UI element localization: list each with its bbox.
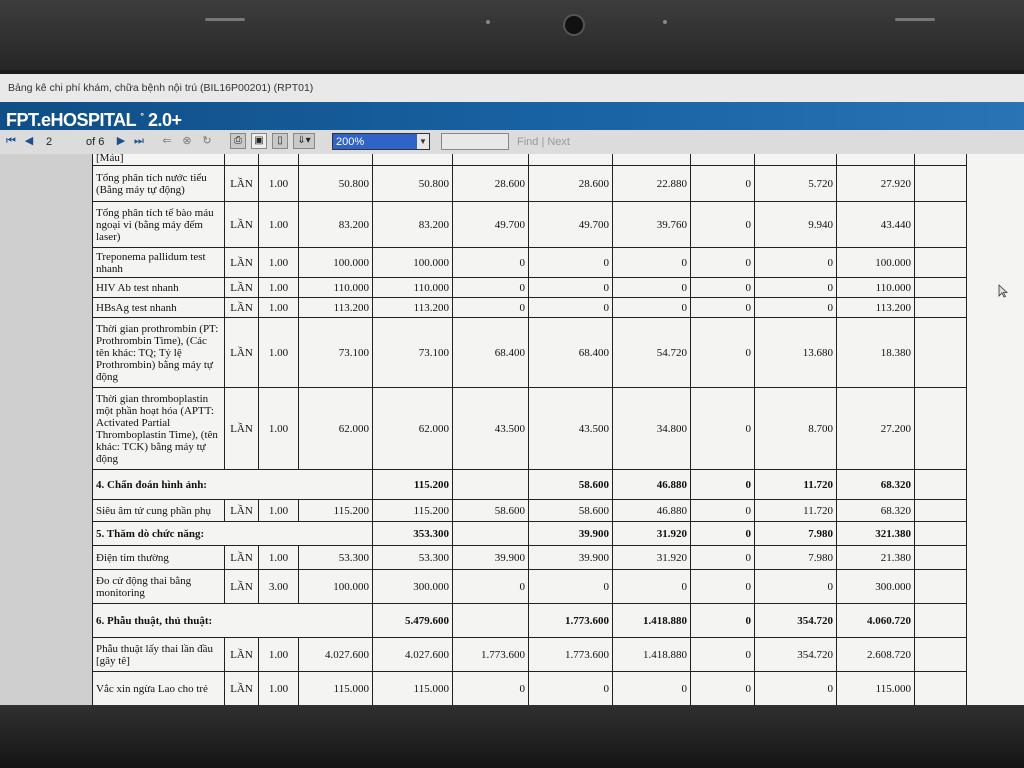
cell-c7: 0	[755, 278, 837, 298]
item-qty: 1.00	[259, 318, 299, 388]
cell-c8: 68.320	[837, 470, 915, 500]
cell-c2: 110.000	[373, 278, 453, 298]
cell-c3: 0	[453, 570, 529, 604]
item-name: Vắc xin ngừa Lao cho trẻ	[93, 672, 225, 706]
item-qty: 1.00	[259, 388, 299, 470]
laptop-bezel-bottom	[0, 705, 1024, 768]
cell-c8: 27.920	[837, 166, 915, 202]
item-unit: LẦN	[225, 638, 259, 672]
cell-c6: 0	[691, 388, 755, 470]
item-qty: 1.00	[259, 672, 299, 706]
item-name: [Máu]	[93, 154, 225, 166]
item-unit: LẦN	[225, 570, 259, 604]
cell-c1	[299, 154, 373, 166]
empty-cell	[915, 202, 967, 248]
cell-c6: 0	[691, 248, 755, 278]
cell-c1: 115.000	[299, 672, 373, 706]
export-icon[interactable]: ⇓▾	[293, 133, 315, 149]
cell-c8: 110.000	[837, 278, 915, 298]
item-name: Thời gian thromboplastin một phần hoạt hóa (APTT: Activated Partial Thromboplastin Time), (tên khác: TCK) bằng máy tự động	[93, 388, 225, 470]
empty-cell	[915, 166, 967, 202]
cell-c4: 28.600	[529, 166, 613, 202]
cell-c1: 62.000	[299, 388, 373, 470]
cell-c3: 28.600	[453, 166, 529, 202]
cell-c7: 0	[755, 248, 837, 278]
cell-c4: 0	[529, 570, 613, 604]
cell-c5: 0	[613, 570, 691, 604]
item-qty: 1.00	[259, 166, 299, 202]
empty-cell	[915, 604, 967, 638]
item-name: Siêu âm tử cung phần phụ	[93, 500, 225, 522]
cell-c2: 300.000	[373, 570, 453, 604]
cell-c6: 0	[691, 166, 755, 202]
cell-c4: 0	[529, 278, 613, 298]
cell-c7: 9.940	[755, 202, 837, 248]
brand-name: FPT.eHOSPITAL	[6, 110, 136, 130]
cell-c5: 34.800	[613, 388, 691, 470]
laptop-bezel-top	[0, 0, 1024, 70]
cell-c2: 62.000	[373, 388, 453, 470]
find-input[interactable]	[441, 133, 509, 150]
zoom-value: 200%	[336, 136, 365, 148]
cell-c4: 1.773.600	[529, 638, 613, 672]
table-row	[93, 672, 967, 706]
cell-c3: 49.700	[453, 202, 529, 248]
cell-c2: 50.800	[373, 166, 453, 202]
cell-c1: 73.100	[299, 318, 373, 388]
page-count: of 6	[86, 136, 105, 148]
item-unit: LẦN	[225, 248, 259, 278]
cell-c1: 50.800	[299, 166, 373, 202]
cell-c6: 0	[691, 604, 755, 638]
cell-c1: 83.200	[299, 202, 373, 248]
cell-c3: 1.773.600	[453, 638, 529, 672]
webcam-icon	[563, 14, 585, 36]
first-page-icon[interactable]: ⏮	[6, 135, 16, 147]
cell-c6: 0	[691, 672, 755, 706]
cell-c3: 58.600	[453, 500, 529, 522]
cell-c6: 0	[691, 500, 755, 522]
cell-c1: 100.000	[299, 248, 373, 278]
cell-c6: 0	[691, 638, 755, 672]
cell-c8: 321.380	[837, 522, 915, 546]
cell-c5: 1.418.880	[613, 604, 691, 638]
section-row	[93, 604, 967, 638]
cell-c8	[837, 154, 915, 166]
section-title: 6. Phẫu thuật, thủ thuật:	[93, 604, 373, 638]
bezel-dot	[486, 20, 490, 24]
cell-c7: 11.720	[755, 470, 837, 500]
table-row	[93, 500, 967, 522]
cell-c6: 0	[691, 522, 755, 546]
cell-c5: 0	[613, 298, 691, 318]
cell-c3: 0	[453, 278, 529, 298]
cell-c7: 354.720	[755, 604, 837, 638]
cell-c4: 68.400	[529, 318, 613, 388]
item-name: Điện tim thường	[93, 546, 225, 570]
cell-c4: 43.500	[529, 388, 613, 470]
cell-c3: 39.900	[453, 546, 529, 570]
cell-c5: 46.880	[613, 500, 691, 522]
back-icon[interactable]: ⇐	[162, 135, 172, 147]
cell-c2: 83.200	[373, 202, 453, 248]
cell-c3	[453, 154, 529, 166]
item-unit: LẦN	[225, 388, 259, 470]
empty-cell	[915, 500, 967, 522]
cell-c6: 0	[691, 298, 755, 318]
print-icon[interactable]: ⎙	[230, 133, 246, 149]
cell-c5: 0	[613, 248, 691, 278]
window-title: Bảng kê chi phí khám, chữa bệnh nội trú (BIL16P00201) (RPT01)	[0, 74, 1024, 102]
cell-c8: 300.000	[837, 570, 915, 604]
cell-total: 5.479.600	[373, 604, 453, 638]
item-qty: 1.00	[259, 500, 299, 522]
cell-c2	[373, 154, 453, 166]
empty-cell	[915, 570, 967, 604]
table-row	[93, 298, 967, 318]
cell-c5: 54.720	[613, 318, 691, 388]
table-row	[93, 166, 967, 202]
cell-c8: 2.608.720	[837, 638, 915, 672]
item-name: Đo cử động thai bằng monitoring	[93, 570, 225, 604]
cell-c1: 110.000	[299, 278, 373, 298]
cell-c6: 0	[691, 278, 755, 298]
chevron-down-icon[interactable]: ▼	[417, 134, 429, 149]
refresh-icon[interactable]: ↻	[202, 135, 212, 147]
cell-c7: 13.680	[755, 318, 837, 388]
section-title: 5. Thăm dò chức năng:	[93, 522, 373, 546]
empty-cell	[453, 604, 529, 638]
item-unit: LẦN	[225, 278, 259, 298]
bezel-dot	[663, 20, 667, 24]
item-name: Phẫu thuật lấy thai lần đầu [gây tê]	[93, 638, 225, 672]
cell-c5: 31.920	[613, 546, 691, 570]
cell-c4	[529, 154, 613, 166]
item-name: Tổng phân tích nước tiểu (Bằng máy tự động)	[93, 166, 225, 202]
report-page[interactable]	[92, 154, 1024, 706]
cell-c8: 43.440	[837, 202, 915, 248]
cell-c4: 58.600	[529, 470, 613, 500]
cell-c1: 4.027.600	[299, 638, 373, 672]
cell-c5: 0	[613, 672, 691, 706]
cell-c4: 0	[529, 248, 613, 278]
item-qty: 1.00	[259, 638, 299, 672]
prev-page-icon[interactable]: ◀	[24, 135, 34, 147]
empty-cell	[915, 638, 967, 672]
cell-c8: 21.380	[837, 546, 915, 570]
page-setup-icon[interactable]: ▯	[272, 133, 288, 149]
empty-cell	[915, 672, 967, 706]
cell-c1: 53.300	[299, 546, 373, 570]
cell-c3: 68.400	[453, 318, 529, 388]
empty-cell	[915, 154, 967, 166]
empty-cell	[453, 522, 529, 546]
cell-c3: 0	[453, 672, 529, 706]
cell-c5: 39.760	[613, 202, 691, 248]
item-qty: 1.00	[259, 546, 299, 570]
zoom-select[interactable]	[332, 133, 430, 150]
last-page-icon[interactable]: ⏭	[134, 135, 144, 147]
empty-cell	[915, 298, 967, 318]
cell-c4: 0	[529, 298, 613, 318]
section-row	[93, 522, 967, 546]
table-row	[93, 388, 967, 470]
item-unit: LẦN	[225, 500, 259, 522]
table-row	[93, 546, 967, 570]
brand-version: 2.0+	[148, 110, 182, 130]
cell-c7: 0	[755, 570, 837, 604]
item-qty: 3.00	[259, 570, 299, 604]
table-row	[93, 570, 967, 604]
stop-icon[interactable]: ⊗	[182, 135, 192, 147]
cell-c7	[755, 154, 837, 166]
cell-c7: 5.720	[755, 166, 837, 202]
cell-c6: 0	[691, 546, 755, 570]
item-qty: 1.00	[259, 248, 299, 278]
cell-c7: 8.700	[755, 388, 837, 470]
cost-table	[92, 154, 967, 706]
cell-c2: 4.027.600	[373, 638, 453, 672]
item-unit: LẦN	[225, 298, 259, 318]
cell-c8: 115.000	[837, 672, 915, 706]
cell-c4: 1.773.600	[529, 604, 613, 638]
empty-cell	[915, 278, 967, 298]
item-name: HIV Ab test nhanh	[93, 278, 225, 298]
mouse-cursor-icon	[998, 284, 1008, 298]
item-unit	[225, 154, 259, 166]
empty-cell	[915, 318, 967, 388]
cell-c8: 100.000	[837, 248, 915, 278]
cell-c2: 115.000	[373, 672, 453, 706]
item-name: HBsAg test nhanh	[93, 298, 225, 318]
table-row	[93, 248, 967, 278]
table-row	[93, 202, 967, 248]
report-toolbar	[0, 130, 1024, 155]
item-qty: 1.00	[259, 278, 299, 298]
cell-c8: 27.200	[837, 388, 915, 470]
item-name: Thời gian prothrombin (PT: Prothrombin Time), (Các tên khác: TQ; Tỷ lệ Prothrombin) bằng máy tự động	[93, 318, 225, 388]
cell-c5: 1.418.880	[613, 638, 691, 672]
cell-c2: 113.200	[373, 298, 453, 318]
cell-c5: 22.880	[613, 166, 691, 202]
cell-c2: 73.100	[373, 318, 453, 388]
section-row	[93, 470, 967, 500]
item-unit: LẦN	[225, 318, 259, 388]
empty-cell	[915, 546, 967, 570]
cell-c7: 354.720	[755, 638, 837, 672]
cell-c7: 11.720	[755, 500, 837, 522]
cell-c2: 100.000	[373, 248, 453, 278]
cell-c5: 0	[613, 278, 691, 298]
cell-c7: 0	[755, 672, 837, 706]
cell-c7: 7.980	[755, 546, 837, 570]
item-qty	[259, 154, 299, 166]
table-row	[93, 638, 967, 672]
cell-c4: 49.700	[529, 202, 613, 248]
cell-total: 353.300	[373, 522, 453, 546]
cell-c7: 0	[755, 298, 837, 318]
item-unit: LẦN	[225, 202, 259, 248]
cell-c4: 0	[529, 672, 613, 706]
cell-c3: 0	[453, 248, 529, 278]
cell-c1: 113.200	[299, 298, 373, 318]
brand-banner: FPT.eHOSPITAL ° 2.0+	[0, 102, 1024, 130]
empty-cell	[453, 470, 529, 500]
cell-c5: 46.880	[613, 470, 691, 500]
cell-c6: 0	[691, 202, 755, 248]
cell-c1: 100.000	[299, 570, 373, 604]
item-qty: 1.00	[259, 202, 299, 248]
cell-c8: 113.200	[837, 298, 915, 318]
layout-icon[interactable]: ▣	[251, 133, 267, 149]
item-name: Treponema pallidum test nhanh	[93, 248, 225, 278]
table-row	[93, 318, 967, 388]
cell-c3: 0	[453, 298, 529, 318]
item-name: Tổng phân tích tế bào máu ngoại vi (bằng máy đếm laser)	[93, 202, 225, 248]
cell-c6: 0	[691, 470, 755, 500]
bezel-mark	[895, 18, 935, 21]
next-page-icon[interactable]: ▶	[116, 135, 126, 147]
cell-c7: 7.980	[755, 522, 837, 546]
report-margin	[0, 154, 92, 706]
table-row	[93, 154, 967, 166]
empty-cell	[915, 248, 967, 278]
cell-c4: 39.900	[529, 546, 613, 570]
item-unit: LẦN	[225, 546, 259, 570]
cell-c2: 53.300	[373, 546, 453, 570]
cell-c2: 115.200	[373, 500, 453, 522]
cell-c6	[691, 154, 755, 166]
cell-c4: 58.600	[529, 500, 613, 522]
cell-c8: 18.380	[837, 318, 915, 388]
cell-c8: 4.060.720	[837, 604, 915, 638]
cell-c3: 43.500	[453, 388, 529, 470]
page-number-input[interactable]: 2	[46, 136, 53, 148]
cell-c6: 0	[691, 570, 755, 604]
item-qty: 1.00	[259, 298, 299, 318]
bezel-mark	[205, 18, 245, 21]
section-title: 4. Chẩn đoán hình ảnh:	[93, 470, 373, 500]
cell-c5	[613, 154, 691, 166]
cell-c4: 39.900	[529, 522, 613, 546]
cell-c5: 31.920	[613, 522, 691, 546]
empty-cell	[915, 388, 967, 470]
cell-c6: 0	[691, 318, 755, 388]
cell-c1: 115.200	[299, 500, 373, 522]
item-unit: LẦN	[225, 166, 259, 202]
item-unit: LẦN	[225, 672, 259, 706]
empty-cell	[915, 522, 967, 546]
empty-cell	[915, 470, 967, 500]
table-row	[93, 278, 967, 298]
cell-total: 115.200	[373, 470, 453, 500]
screen	[0, 74, 1024, 706]
cell-c8: 68.320	[837, 500, 915, 522]
find-next-link[interactable]: Find | Next	[517, 136, 570, 148]
